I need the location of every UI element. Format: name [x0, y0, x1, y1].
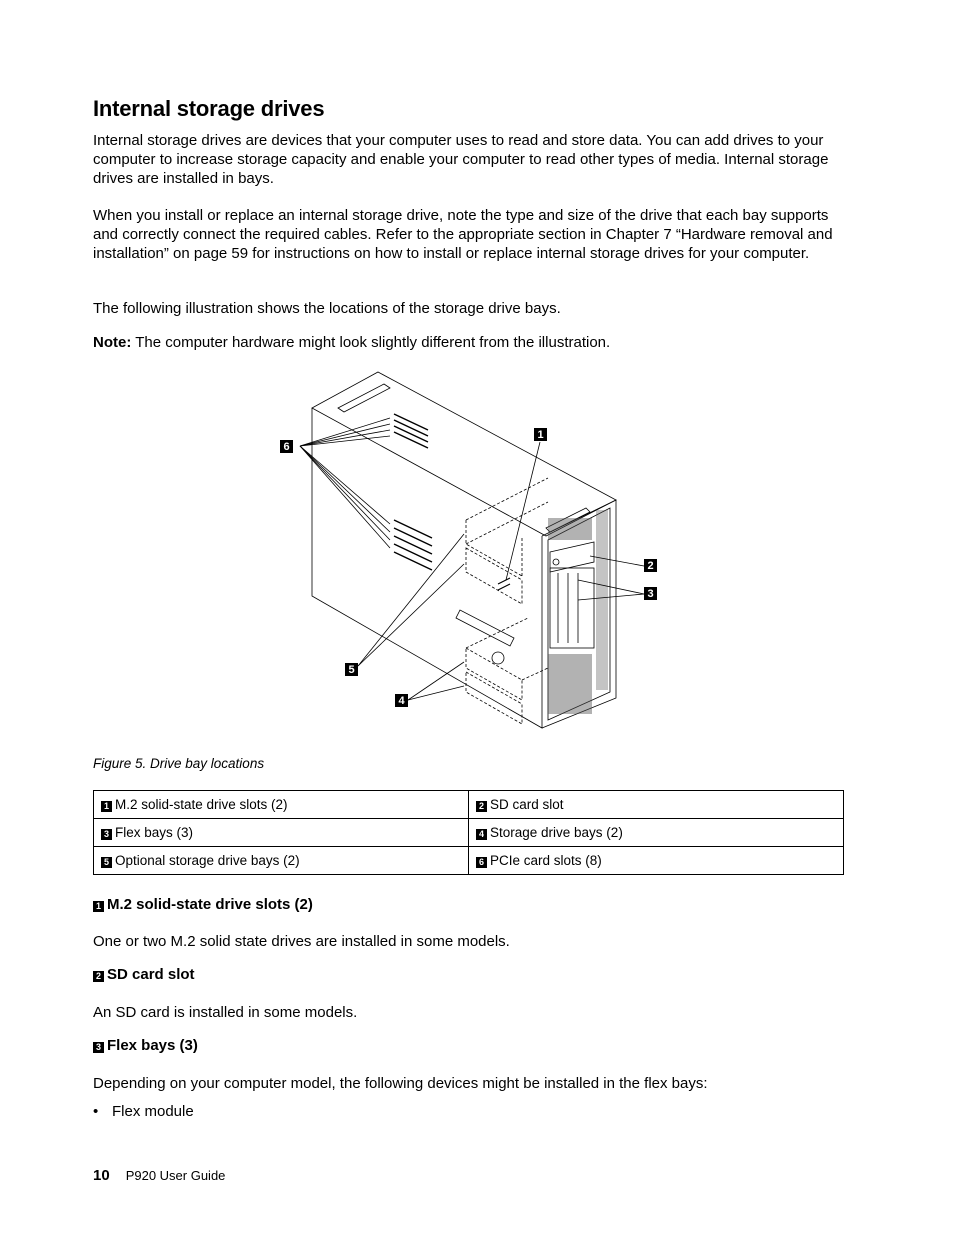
number-badge: 4	[476, 829, 487, 840]
legend-text: Optional storage drive bays (2)	[115, 853, 300, 868]
section-title: M.2 solid-state drive slots (2)	[107, 896, 313, 913]
section-heading-sd	[93, 966, 195, 983]
guide-title: P920 User Guide	[125, 1168, 226, 1183]
install-paragraph: When you install or replace an internal storage drive, note the type and size of the drive that each bay supports and correctly connect the required cables. Refer to the appropriate section in Chapter 7 “Hardware removal and installation” on page 59 for instructions on how to install or replace internal storage drives for your computer.	[93, 207, 833, 262]
page-footer	[93, 1167, 225, 1184]
legend-text: SD card slot	[490, 797, 564, 812]
number-badge: 6	[476, 857, 487, 868]
legend-cell	[469, 847, 844, 875]
illustration-paragraph: The following illustration shows the locations of the storage drive bays.	[93, 300, 561, 317]
callout-6	[280, 440, 293, 453]
drive-bay-illustration	[278, 368, 660, 738]
svg-text:3: 3	[647, 588, 654, 600]
callout-3	[644, 587, 657, 600]
legend-table	[93, 790, 844, 875]
section-body-m2: One or two M.2 solid state drives are installed in some models.	[93, 933, 510, 950]
note-label: Note:	[93, 334, 132, 351]
legend-text: PCIe card slots (8)	[490, 853, 602, 868]
section-heading-m2	[93, 896, 313, 913]
section-heading-flex	[93, 1037, 198, 1054]
callout-5	[345, 663, 358, 676]
callout-4	[395, 694, 408, 707]
note-text: The computer hardware might look slightly different from the illustration.	[135, 334, 611, 351]
figure-caption: Figure 5. Drive bay locations	[93, 756, 265, 771]
number-badge: 1	[101, 801, 112, 812]
page-number: 10	[93, 1167, 110, 1184]
svg-text:4: 4	[398, 695, 405, 707]
number-badge: 5	[101, 857, 112, 868]
number-badge: 2	[476, 801, 487, 812]
legend-cell	[469, 791, 844, 819]
table-row	[94, 791, 844, 819]
list-item-text: Flex module	[112, 1103, 194, 1120]
callout-2	[644, 559, 657, 572]
legend-text: Flex bays (3)	[115, 825, 194, 840]
legend-cell	[94, 847, 469, 875]
intro-paragraph: Internal storage drives are devices that your computer uses to read and store data. You can add drives to your computer to increase storage capacity and enable your computer to read other types of media. Internal storage drives are installed in bays.	[93, 132, 829, 187]
number-badge: 2	[93, 971, 104, 982]
table-row	[94, 847, 844, 875]
legend-cell	[469, 819, 844, 847]
bullet-icon: •	[93, 1103, 99, 1120]
legend-cell	[94, 791, 469, 819]
page-title: Internal storage drives	[93, 96, 325, 121]
section-body-flex: Depending on your computer model, the following devices might be installed in the flex bays:	[93, 1075, 708, 1092]
section-title: SD card slot	[107, 966, 195, 983]
section-body-sd: An SD card is installed in some models.	[93, 1004, 358, 1021]
section-title: Flex bays (3)	[107, 1037, 198, 1054]
svg-text:6: 6	[283, 441, 290, 453]
list-item	[93, 1103, 194, 1120]
table-row	[94, 819, 844, 847]
number-badge: 1	[93, 901, 104, 912]
legend-cell	[94, 819, 469, 847]
note-paragraph	[93, 334, 853, 353]
legend-text: Storage drive bays (2)	[490, 825, 623, 840]
svg-text:2: 2	[647, 560, 654, 572]
legend-text: M.2 solid-state drive slots (2)	[115, 797, 288, 812]
svg-text:1: 1	[537, 429, 544, 441]
number-badge: 3	[93, 1042, 104, 1053]
callout-1	[534, 428, 547, 441]
number-badge: 3	[101, 829, 112, 840]
svg-text:5: 5	[348, 664, 355, 676]
